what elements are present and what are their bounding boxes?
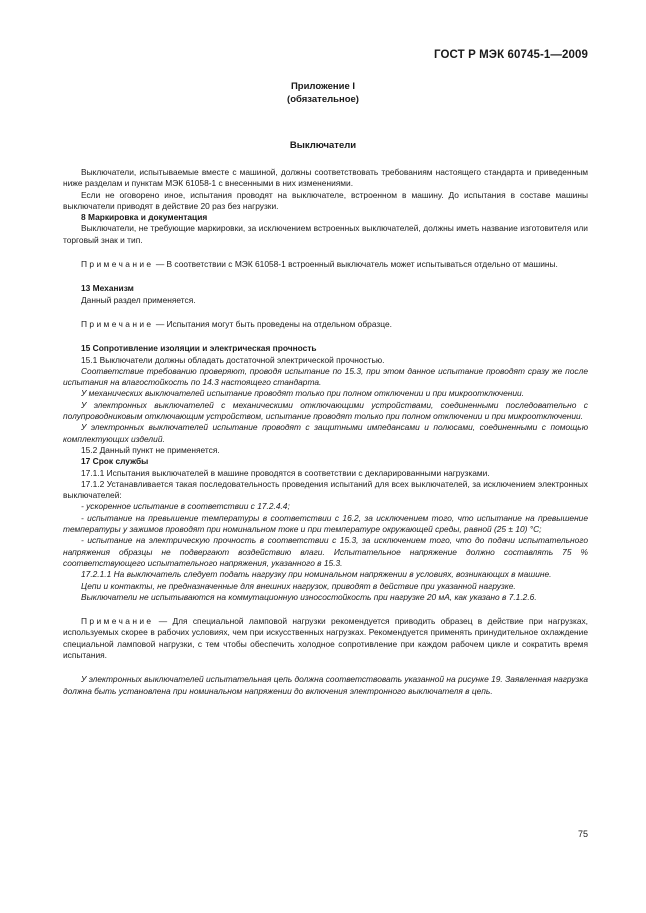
note-label: Примечание (81, 616, 154, 627)
standard-header: ГОСТ Р МЭК 60745-1—2009 (434, 49, 588, 61)
paragraph: Выключатели, испытываемые вместе с машиной, должны соответствовать требованиям настоящего стандарта и приведенным ниже разделам и пунктам МЭК 61058-1 с внесенными в них изменениями. (63, 167, 588, 189)
section-title: Выключатели (289, 140, 357, 151)
note-label: Примечание (81, 259, 154, 270)
list-item: - ускоренное испытание в соответствии с 17.2.4.4; (81, 501, 290, 512)
note-text: — В соответствии с МЭК 61058-1 встроенный выключатель может испытываться отдельно от машины. (155, 259, 558, 270)
note (63, 259, 588, 270)
paragraph: У механических выключателей испытание проводят только при полном отключении и при микроотключении. (81, 388, 525, 399)
list-item: - испытание на превышение температуры в соответствии с 16.2, за исключением того, что испытание на превышение температуры у зажимов проводят при номинальном токе и при температуре окружающей среды, равной (25 ± 10) °С; (63, 512, 588, 535)
paragraph: Цепи и контакты, не предназначенные для внешних нагрузок, приводят в действие при указанной нагрузке. (81, 580, 516, 591)
page-number: 75 (577, 829, 588, 839)
paragraph: 15.1 Выключатели должны обладать достаточной электрической прочностью. (81, 354, 385, 365)
subsection-heading: 17 Срок службы (81, 456, 149, 467)
note-text: — Для специальной ламповой нагрузки рекомендуется приводить образец в действие при нагрузках, используемых скорее в рабочих условиях, чем при искусственных нагрузках. Рекомендуется применять принудительное охлаждение специальной ламповой нагрузки, с тем чтобы обеспечить холодное сопротивление при каждом рабочем цикле и сократить время испытания. (63, 616, 589, 660)
paragraph: Выключатели, не требующие маркировки, за исключением встроенных выключателей, должны иметь название изготовителя или торговый знак и тип. (63, 223, 588, 245)
list-item: - испытание на электрическую прочность в соответствии с 15.3, за исключением того, что до подачи испытательного напряжения образцы не подвергают воздействию влаги. Испытательное напряжение должно составлять 75 % соответствующего испытательного напряжения, указанного в 15.3. (63, 535, 588, 568)
appendix-subtitle: (обязательное) (287, 94, 359, 105)
paragraph: 15.2 Данный пункт не применяется. (81, 444, 220, 455)
body-text (63, 167, 588, 697)
subsection-heading: 8 Маркировка и документация (81, 212, 208, 223)
paragraph: 17.1.2 Устанавливается такая последовательность проведения испытаний для всех выключателей, за исключением электронных выключателей: (63, 478, 588, 501)
paragraph: Если не оговорено иное, испытания проводят на выключателе, встроенном в машину. До испытания в составе машины выключатели приводят в действие 20 раз без нагрузки. (63, 189, 588, 211)
paragraph: Соответствие требованию проверяют, проводя испытание по 15.3, при этом данное испытание проводят сразу же после испытания на влагостойкость по 14.3 настоящего стандарта. (63, 365, 588, 388)
note-text: — Испытания могут быть проведены на отдельном образце. (155, 318, 392, 329)
note (63, 616, 588, 661)
note-label: Примечание (81, 318, 154, 329)
paragraph: Выключатели не испытываются на коммутационную износостойкость при нагрузке 20 мА, как указано в 7.1.2.6. (81, 591, 537, 602)
paragraph: Данный раздел применяется. (81, 294, 196, 305)
paragraph: 17.1.1 Испытания выключателей в машине проводятся в соответствии с декларированными нагрузками. (81, 467, 490, 478)
note (63, 319, 588, 330)
appendix-title: Приложение I (290, 81, 356, 92)
subsection-heading: 13 Механизм (81, 283, 134, 294)
paragraph: У электронных выключателей испытательная цепь должна соответствовать указанной на рисунке 19. Заявленная нагрузка должна быть установлена при номинальном напряжении до включения электронного выключателя в цепь. (63, 674, 588, 696)
paragraph: 17.2.1.1 На выключатель следует подать нагрузку при номинальном напряжении в условиях, возникающих в машине. (81, 569, 552, 580)
subsection-heading: 15 Сопротивление изоляции и электрическая прочность (81, 343, 317, 354)
appendix-heading (0, 80, 646, 106)
paragraph: У электронных выключателей с механическими отключающими устройствами, соединенными последовательно с полупроводниковым отключающим устройством, испытание проводят только при полном отключении и при микроотключении. (63, 399, 588, 422)
paragraph: У электронных выключателей испытание проводят с защитными импедансами и полюсами, соединенными с помощью комплектующих изделий. (63, 422, 588, 444)
